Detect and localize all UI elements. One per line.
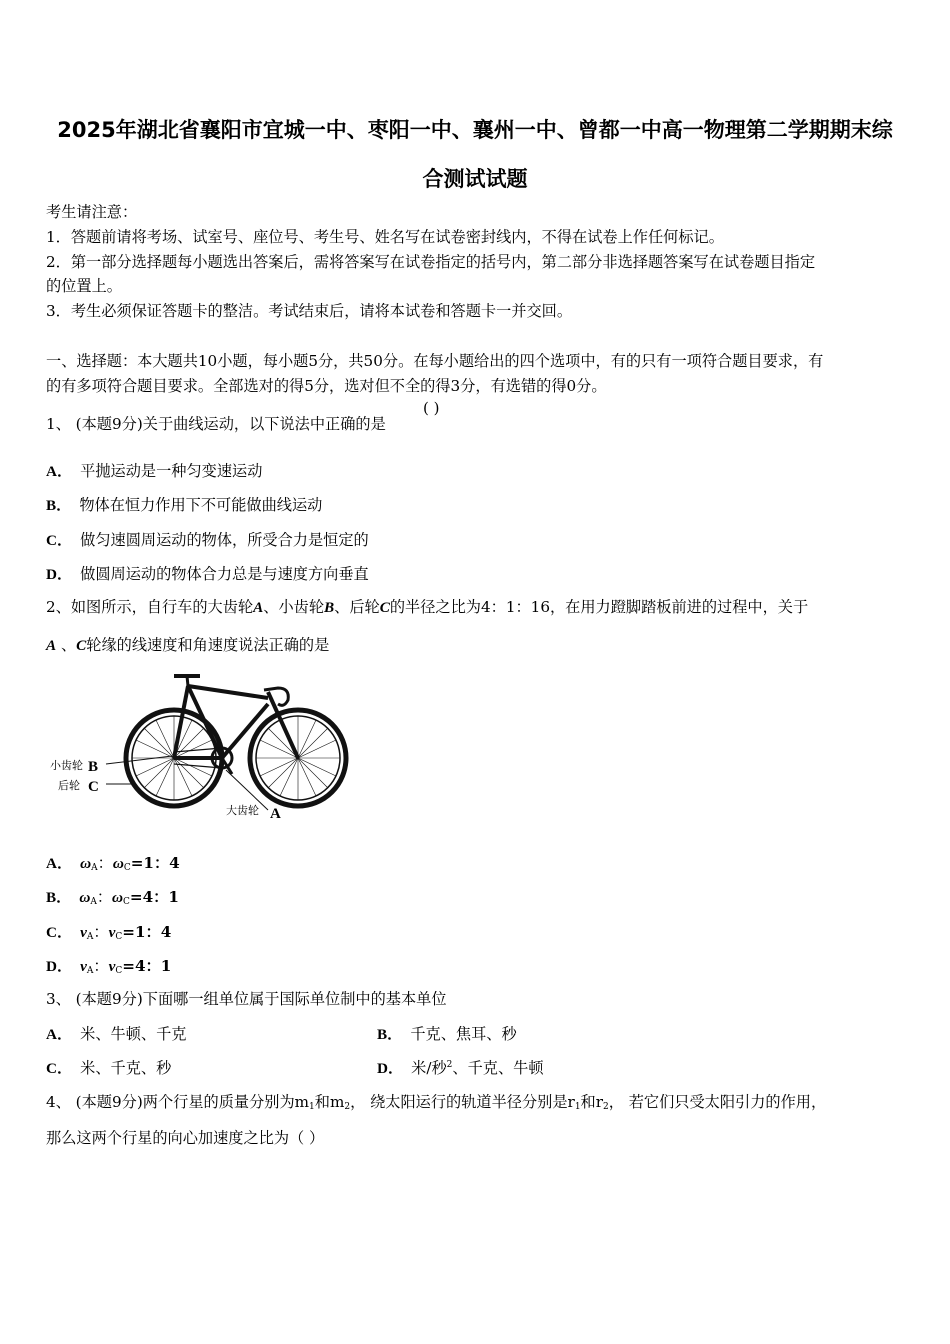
q3-option-a[interactable] <box>46 1023 186 1044</box>
pointer-small-gear <box>106 756 172 764</box>
notice-heading: 考生请注意： <box>46 203 138 221</box>
section1-intro-line1: 一、选择题：本大题共10小题，每小题5分，共50分。在每小题给出的四个选项中，有的只有一项符合题目要求，有 <box>46 352 824 370</box>
q2-option-b-sym1: ω <box>79 889 91 906</box>
q4-part-a: 4、 (本题9分)两个行星的质量分别为m <box>46 1093 310 1111</box>
q2-option-c-colon: ： <box>93 923 109 941</box>
q3-option-d-label: D． <box>377 1060 404 1077</box>
q3-option-a-label: A． <box>46 1026 73 1043</box>
q1-stem <box>46 414 916 434</box>
q1-option-c-text: 做匀速圆周运动的物体，所受合力是恒定的 <box>80 531 369 549</box>
q2-option-c-label: C． <box>46 924 73 941</box>
notice-item-2: 2．第一部分选择题每小题选出答案后，需将答案写在试卷指定的括号内，第二部分非选择题答案写在试卷题目指定 <box>46 253 816 271</box>
q3-option-b-text: 千克、焦耳、秒 <box>410 1025 517 1043</box>
label-rear-wheel-letter: C <box>88 779 99 795</box>
q2-var-b: B <box>324 599 335 616</box>
q2-var-a: A <box>253 599 264 616</box>
q2-option-d-sym1: v <box>80 958 87 975</box>
q2-option-a-colon: ： <box>97 854 113 872</box>
q4-sub-m1: 1 <box>309 1102 315 1112</box>
q1-option-a-label: A． <box>46 463 73 480</box>
bicycle-figure <box>46 668 356 828</box>
exam-title-line2: 合测试试题 <box>422 167 528 191</box>
q1-option-d-label: D． <box>46 566 73 583</box>
q1-option-d[interactable] <box>46 563 369 584</box>
q4-part-c: ， 绕太阳运行的轨道半径分别是r <box>350 1093 575 1111</box>
q2-option-c-sub1: A <box>86 932 94 942</box>
q2-option-c-sym2: v <box>108 924 116 941</box>
q4-sub-m2: 2 <box>344 1102 351 1112</box>
notice-item-3: 3．考生必须保证答题卡的整洁。考试结束后，请将本试卷和答题卡一并交回。 <box>46 302 573 320</box>
q1-option-b[interactable] <box>46 494 322 515</box>
q2-stem-part-b: 、小齿轮 <box>263 598 324 616</box>
label-rear-wheel: 后轮 <box>58 779 80 792</box>
q2-option-a-sub1: A <box>91 863 98 873</box>
q3-option-a-text: 米、牛顿、千克 <box>80 1025 187 1043</box>
q2-stem-part-c: 、后轮 <box>334 598 380 616</box>
q3-option-c-label: C． <box>46 1060 73 1077</box>
label-small-gear: 小齿轮 <box>50 759 83 772</box>
q2-option-b-sub1: A <box>90 897 97 907</box>
q2-option-c-sub2: C <box>115 932 123 942</box>
q2-option-d-sub2: C <box>115 966 123 976</box>
q2-line2-var-c: C <box>76 637 87 654</box>
q2-option-a-value: =1：4 <box>130 854 180 872</box>
q2-option-c[interactable] <box>46 921 171 942</box>
q1-option-c[interactable] <box>46 529 369 550</box>
label-small-gear-letter: B <box>88 759 99 775</box>
q2-option-b-value: =4：1 <box>129 888 179 906</box>
q1-option-b-label: B． <box>46 497 72 514</box>
q2-option-b-sub2: C <box>122 897 130 907</box>
label-big-gear-letter: A <box>270 806 281 822</box>
q2-option-d-value: =4：1 <box>122 957 172 975</box>
q2-option-d-colon: ： <box>93 957 109 975</box>
q3-option-d-text-b: 、千克、牛顿 <box>452 1059 544 1077</box>
q1-option-d-text: 做圆周运动的物体合力总是与速度方向垂直 <box>80 565 369 583</box>
q2-option-a-sym2: ω <box>112 855 124 872</box>
q1-option-b-text: 物体在恒力作用下不可能做曲线运动 <box>79 496 323 514</box>
q3-option-b[interactable] <box>377 1023 517 1044</box>
bicycle-drawing <box>106 676 346 810</box>
q1-answer-paren: ( ) <box>423 399 440 417</box>
notice-item-2-cont: 的位置上。 <box>46 277 122 295</box>
q4-part-d: 和r <box>580 1093 603 1111</box>
q1-option-a-text: 平抛运动是一种匀变速运动 <box>80 462 263 480</box>
q2-stem-line1 <box>46 597 916 618</box>
q3-option-c-text: 米、千克、秒 <box>80 1059 172 1077</box>
q2-option-c-value: =1：4 <box>122 923 172 941</box>
q3-option-b-label: B． <box>377 1026 403 1043</box>
q2-var-c: C <box>379 599 390 616</box>
q4-sub-r2: 2 <box>603 1102 609 1112</box>
q2-option-b-sym2: ω <box>112 889 123 906</box>
section1-intro-line2: 的有多项符合题目要求。全部选对的得5分，选对但不全的得3分，有选错的得0分。 <box>46 377 607 395</box>
q1-stem-text: 1、 (本题9分)关于曲线运动，以下说法中正确的是 <box>46 415 386 433</box>
q2-option-a-label: A． <box>46 855 73 872</box>
q2-option-d-sym2: v <box>108 958 116 975</box>
q3-option-d-text-a: 米/秒 <box>411 1059 447 1077</box>
q1-option-c-label: C． <box>46 532 73 549</box>
q2-line2-var-a: A <box>46 637 57 654</box>
q4-sub-r1: 1 <box>574 1102 581 1112</box>
q3-stem: 3、 (本题9分)下面哪一组单位属于国际单位制中的基本单位 <box>46 990 447 1008</box>
q4-stem-line1 <box>46 1092 916 1117</box>
q3-option-d-sup: 2 <box>446 1060 453 1070</box>
q3-option-c[interactable] <box>46 1057 171 1078</box>
q1-option-a[interactable] <box>46 460 262 481</box>
label-big-gear: 大齿轮 <box>226 804 259 817</box>
q2-option-b-colon: ： <box>96 888 112 906</box>
q2-option-c-sym1: v <box>80 924 87 941</box>
q2-stem-line2 <box>46 635 916 656</box>
q4-part-b: 和m <box>314 1093 345 1111</box>
q2-option-d-sub1: A <box>86 966 94 976</box>
q2-option-b-label: B． <box>46 889 72 906</box>
q2-option-b[interactable] <box>46 886 179 907</box>
exam-title-line1: 2025年湖北省襄阳市宜城一中、枣阳一中、襄州一中、曾都一中高一物理第二学期期末综 <box>57 118 893 142</box>
notice-item-1: 1．答题前请将考场、试室号、座位号、考生号、姓名写在试卷密封线内，不得在试卷上作任何标记。 <box>46 228 724 246</box>
q2-stem-part-d: 的半径之比为4：1：16，在用力蹬脚踏板前进的过程中，关于 <box>389 598 809 616</box>
q2-stem-part-a: 2、如图所示，自行车的大齿轮 <box>46 598 254 616</box>
q4-part-e: ， 若它们只受太阳引力的作用， <box>608 1093 827 1111</box>
q2-option-a-sym1: ω <box>80 855 92 872</box>
q2-line2-text: 轮缘的线速度和角速度说法正确的是 <box>86 636 330 654</box>
bicycle-frame <box>174 686 298 758</box>
q2-option-a-sub2: C <box>123 863 131 873</box>
q3-option-d[interactable] <box>377 1057 544 1078</box>
q2-option-d[interactable] <box>46 955 171 976</box>
q2-option-d-label: D． <box>46 958 73 975</box>
q2-option-a[interactable] <box>46 852 180 873</box>
q2-line2-sep: 、 <box>56 636 77 654</box>
q4-stem-line2: 那么这两个行星的向心加速度之比为（ ） <box>46 1129 325 1147</box>
